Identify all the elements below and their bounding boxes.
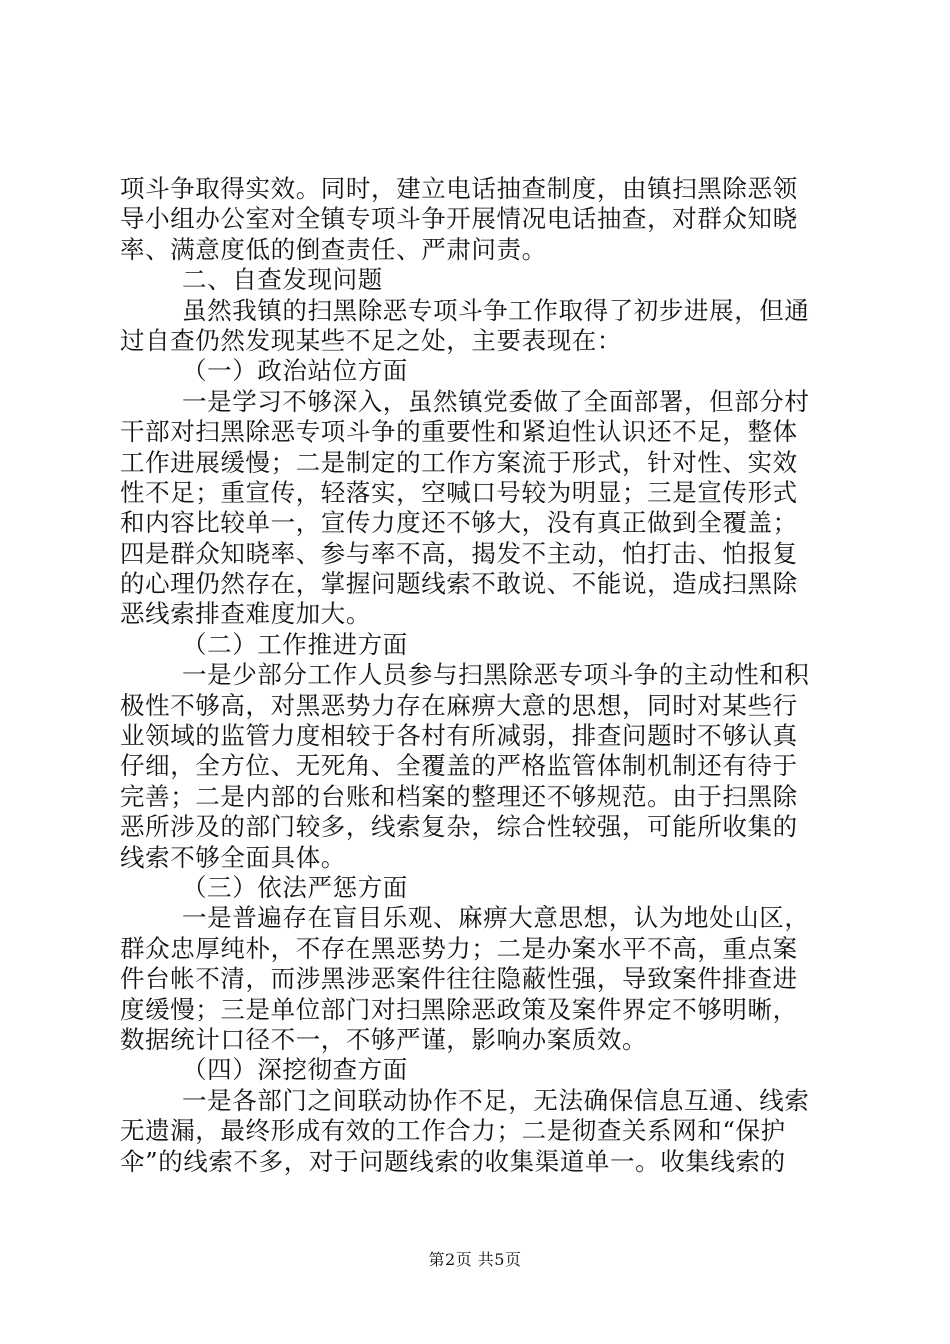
text-line: 线索不够全面具体。: [120, 842, 346, 872]
text-line: 完善；二是内部的台账和档案的整理还不够规范。由于扫黑除: [120, 781, 798, 811]
text-line: 工作进展缓慢；二是制定的工作方案流于形式，针对性、实效: [120, 447, 798, 477]
text-line: 无遗漏，最终形成有效的工作合力；二是彻查关系网和“保护: [120, 1116, 786, 1146]
subsection-heading: （四）深挖彻查方面: [182, 1055, 408, 1085]
text-line: 一是学习不够深入，虽然镇党委做了全面部署，但部分村: [182, 386, 810, 416]
text-line: 业领域的监管力度相较于各村有所减弱，排查问题时不够认真: [120, 721, 798, 751]
text-line: 一是普遍存在盲目乐观、麻痹大意思想，认为地处山区，: [182, 903, 810, 933]
text-line: 群众忠厚纯朴，不存在黑恶势力；二是办案水平不高，重点案: [120, 933, 798, 963]
section-heading: 二、自查发现问题: [182, 265, 383, 295]
text-line: 件台帐不清，而涉黑涉恶案件往往隐蔽性强，导致案件排查进: [120, 964, 798, 994]
text-line: 恶所涉及的部门较多，线索复杂，综合性较强，可能所收集的: [120, 812, 798, 842]
subsection-heading: （一）政治站位方面: [182, 356, 408, 386]
text-line: 虽然我镇的扫黑除恶专项斗争工作取得了初步进展，但通: [182, 295, 810, 325]
body-text: [120, 174, 830, 1177]
text-line: 数据统计口径不一，不够严谨，影响办案质效。: [120, 1024, 648, 1054]
text-line: 一是各部门之间联动协作不足，无法确保信息互通、线索: [182, 1085, 810, 1115]
text-line: 项斗争取得实效。同时，建立电话抽查制度，由镇扫黑除恶领: [120, 174, 798, 203]
text-line: 四是群众知晓率、参与率不高，揭发不主动，怕打击、怕报复: [120, 538, 798, 568]
text-line: 过自查仍然发现某些不足之处，主要表现在：: [120, 325, 622, 355]
subsection-heading: （二）工作推进方面: [182, 629, 408, 659]
text-line: 恶线索排查难度加大。: [120, 599, 371, 629]
text-line: 仔细，全方位、无死角、全覆盖的严格监管体制机制还有待于: [120, 751, 798, 781]
text-line: 的心理仍然存在，掌握问题线索不敢说、不能说，造成扫黑除: [120, 569, 798, 599]
text-line: 度缓慢；三是单位部门对扫黑除恶政策及案件界定不够明晰，: [120, 994, 798, 1024]
text-line: 导小组办公室对全镇专项斗争开展情况电话抽查，对群众知晓: [120, 204, 798, 234]
text-line: 干部对扫黑除恶专项斗争的重要性和紧迫性认识还不足，整体: [120, 417, 798, 447]
page-footer: 第2页 共5页: [428, 1250, 522, 1269]
text-line: 和内容比较单一，宣传力度还不够大，没有真正做到全覆盖；: [120, 508, 798, 538]
subsection-heading: （三）依法严惩方面: [182, 872, 408, 902]
text-line: 伞”的线索不多，对于问题线索的收集渠道单一。收集线索的: [120, 1146, 786, 1176]
text-line: 极性不够高，对黑恶势力存在麻痹大意的思想，同时对某些行: [120, 690, 798, 720]
text-line: 一是少部分工作人员参与扫黑除恶专项斗争的主动性和积: [182, 660, 810, 690]
text-line: 性不足；重宣传，轻落实，空喊口号较为明显；三是宣传形式: [120, 477, 798, 507]
text-line: 率、满意度低的倒查责任、严肃问责。: [120, 234, 547, 264]
